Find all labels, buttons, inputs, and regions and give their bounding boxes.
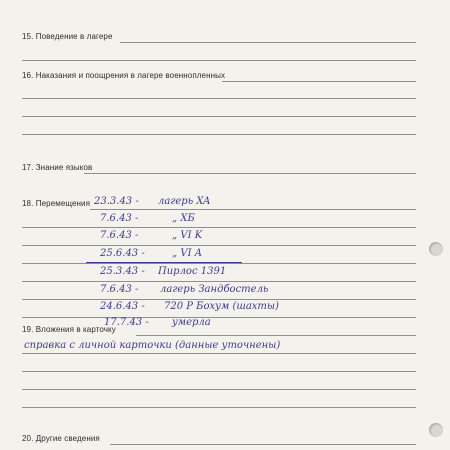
section-15-label: 15. Поведение в лагере	[22, 32, 113, 41]
attachment-note: справка с личной карточки (данные уточнены)	[24, 340, 281, 351]
movement-5-date: 25.3.43 -	[100, 266, 145, 277]
movement-6-place: лагерь Зандбостель	[160, 284, 269, 295]
section-19-rule-4	[22, 389, 416, 390]
punch-hole-top	[429, 242, 443, 256]
movement-3-place: „ VI K	[172, 230, 203, 241]
section-19-rule-3	[22, 371, 416, 372]
movement-8-place: умерла	[172, 317, 211, 328]
movement-7-place: 720 P Бохум (шахты)	[164, 301, 279, 312]
section-18-rule-1	[90, 209, 416, 210]
section-18-rule-4	[22, 263, 416, 264]
movement-1-date: 23.3.43 -	[94, 196, 139, 207]
section-19-rule-2	[22, 353, 416, 354]
section-18-rule-6	[22, 299, 416, 300]
section-20-rule	[110, 444, 416, 445]
section-19-label: 19. Вложения в карточку	[22, 325, 116, 334]
section-19-rule	[136, 335, 416, 336]
section-18-rule-5	[22, 281, 416, 282]
section-18-label: 18. Перемещения	[22, 199, 91, 208]
section-18-rule-3	[22, 245, 416, 246]
movement-3-date: 7.6.43 -	[100, 230, 139, 241]
movement-5-place: Пирлос 1391	[158, 266, 227, 277]
section-15-rule	[120, 42, 416, 43]
section-20-label: 20. Другие сведения	[22, 434, 100, 443]
section-18-rule-7	[22, 317, 416, 318]
movement-6-date: 7.6.43 -	[100, 284, 139, 295]
section-16-rule-2	[22, 98, 416, 99]
punch-hole-bottom	[429, 423, 443, 437]
movement-8-date: 17.7.43 -	[104, 317, 149, 328]
section-15-rule-2	[22, 60, 416, 61]
movement-1-place: лагерь XA	[158, 196, 211, 207]
section-16-rule	[222, 81, 416, 82]
section-16-rule-4	[22, 134, 416, 135]
section-19-rule-5	[22, 407, 416, 408]
section-16-label: 16. Наказания и поощрения в лагере военнопленных	[22, 71, 226, 80]
movement-4-date: 25.6.43 -	[100, 248, 145, 259]
section-18-rule-2	[22, 227, 416, 228]
movement-7-date: 24.6.43 -	[100, 301, 145, 312]
section-17-rule	[84, 173, 416, 174]
movement-4-place: „ VI A	[172, 248, 202, 259]
movement-2-date: 7.6.43 -	[100, 213, 139, 224]
section-16-rule-3	[22, 116, 416, 117]
movement-2-place: „ XБ	[172, 213, 195, 224]
section-17-label: 17. Знание языков	[22, 163, 93, 172]
handwritten-divider	[86, 262, 242, 263]
